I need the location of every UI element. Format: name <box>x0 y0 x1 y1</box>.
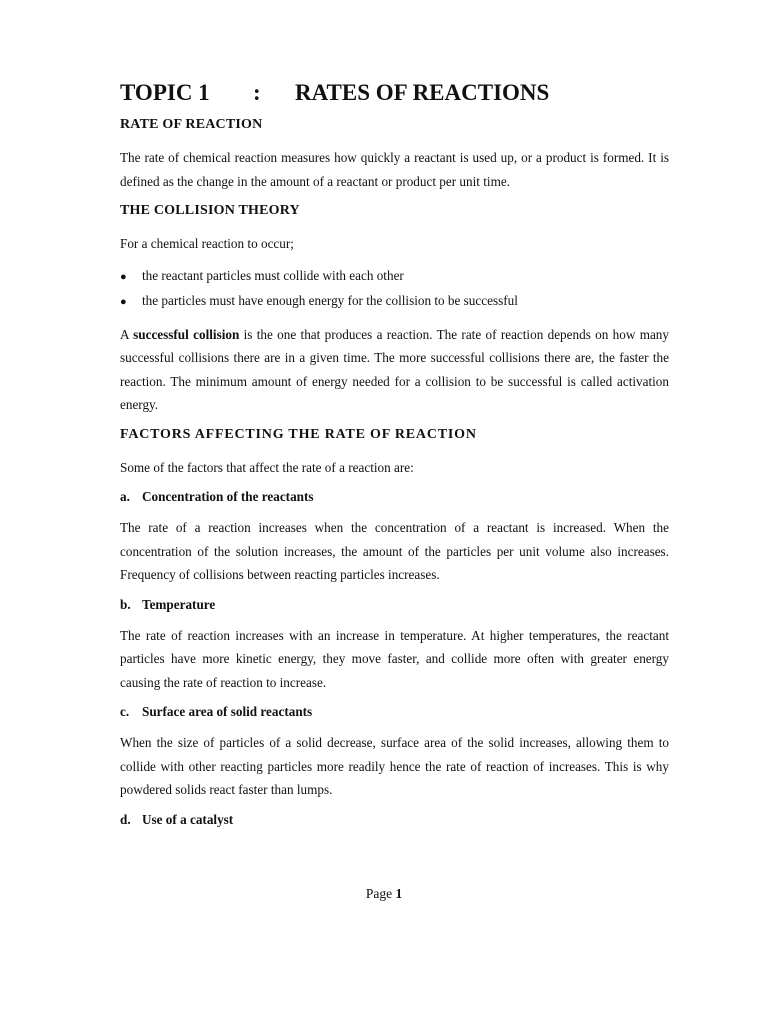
factor-c-heading <box>120 704 669 720</box>
factors-intro: Some of the factors that affect the rate of a reaction are: <box>120 459 414 475</box>
factor-d-heading <box>120 812 669 828</box>
page-number: 1 <box>395 886 403 901</box>
successful-collision-paragraph <box>120 323 669 417</box>
list-item-text: the reactant particles must collide with each other <box>142 267 404 283</box>
topic-heading <box>120 80 669 106</box>
list-item <box>120 264 669 289</box>
factor-letter: b. <box>120 596 131 612</box>
topic-colon: : <box>253 80 261 105</box>
successful-collision-term: successful collision <box>133 326 240 342</box>
topic-title: RATES OF REACTIONS <box>295 80 550 105</box>
collision-conditions-list <box>120 264 669 314</box>
paragraph-rest: is the one that produces a reaction. The rate of reaction depends on how many successful collisions there are in a given time. The more successful collisions there are, the faster the reaction. The minimum amount of energy needed for a collision to be successful is called activation energy. <box>120 326 669 412</box>
topic-label: TOPIC 1 <box>120 80 210 105</box>
rate-of-reaction-heading: RATE OF REACTION <box>120 117 263 132</box>
factor-letter: a. <box>120 489 130 504</box>
factor-b-paragraph: The rate of reaction increases with an increase in temperature. At higher temperatures, the reactant particles have more kinetic energy, they move faster, and collide more often with greater energy causing the rate of reaction to increase. <box>120 627 669 690</box>
factor-a-heading <box>120 489 669 505</box>
page-label: Page <box>365 886 393 901</box>
factor-b-heading <box>120 597 669 613</box>
collision-theory-heading: THE COLLISION THEORY <box>120 203 300 218</box>
factor-title: Surface area of solid reactants <box>142 704 313 719</box>
page-footer <box>0 886 768 902</box>
factor-letter: c. <box>120 704 130 719</box>
factor-title: Use of a catalyst <box>142 811 234 827</box>
list-item-text: the particles must have enough energy for the collision to be successful <box>142 292 518 308</box>
rate-of-reaction-paragraph: The rate of chemical reaction measures how quickly a reactant is used up, or a product is formed. It is defined as the change in the amount of a reactant or product per unit time. <box>120 150 669 189</box>
factor-title: Concentration of the reactants <box>142 489 314 504</box>
list-item <box>120 289 669 314</box>
factors-heading: FACTORS AFFECTING THE RATE OF REACTION <box>120 426 477 442</box>
factor-letter: d. <box>120 811 131 827</box>
bullet-icon: ● <box>120 270 127 283</box>
factor-title: Temperature <box>142 596 216 612</box>
paragraph-start: A <box>120 326 134 342</box>
factor-a-paragraph: The rate of a reaction increases when the concentration of a reactant is increased. When the concentration of the solution increases, the amount of the particles per unit volume also increases. Frequency of collisions between reacting particles increases. <box>120 520 669 582</box>
collision-theory-intro: For a chemical reaction to occur; <box>120 236 294 251</box>
bullet-icon: ● <box>120 295 127 308</box>
factor-c-paragraph: When the size of particles of a solid decrease, surface area of the solid increases, allowing them to collide with other reacting particles more readily hence the rate of reaction of increases. This is why powdered solids react faster than lumps. <box>120 735 669 797</box>
page-content <box>120 80 669 839</box>
